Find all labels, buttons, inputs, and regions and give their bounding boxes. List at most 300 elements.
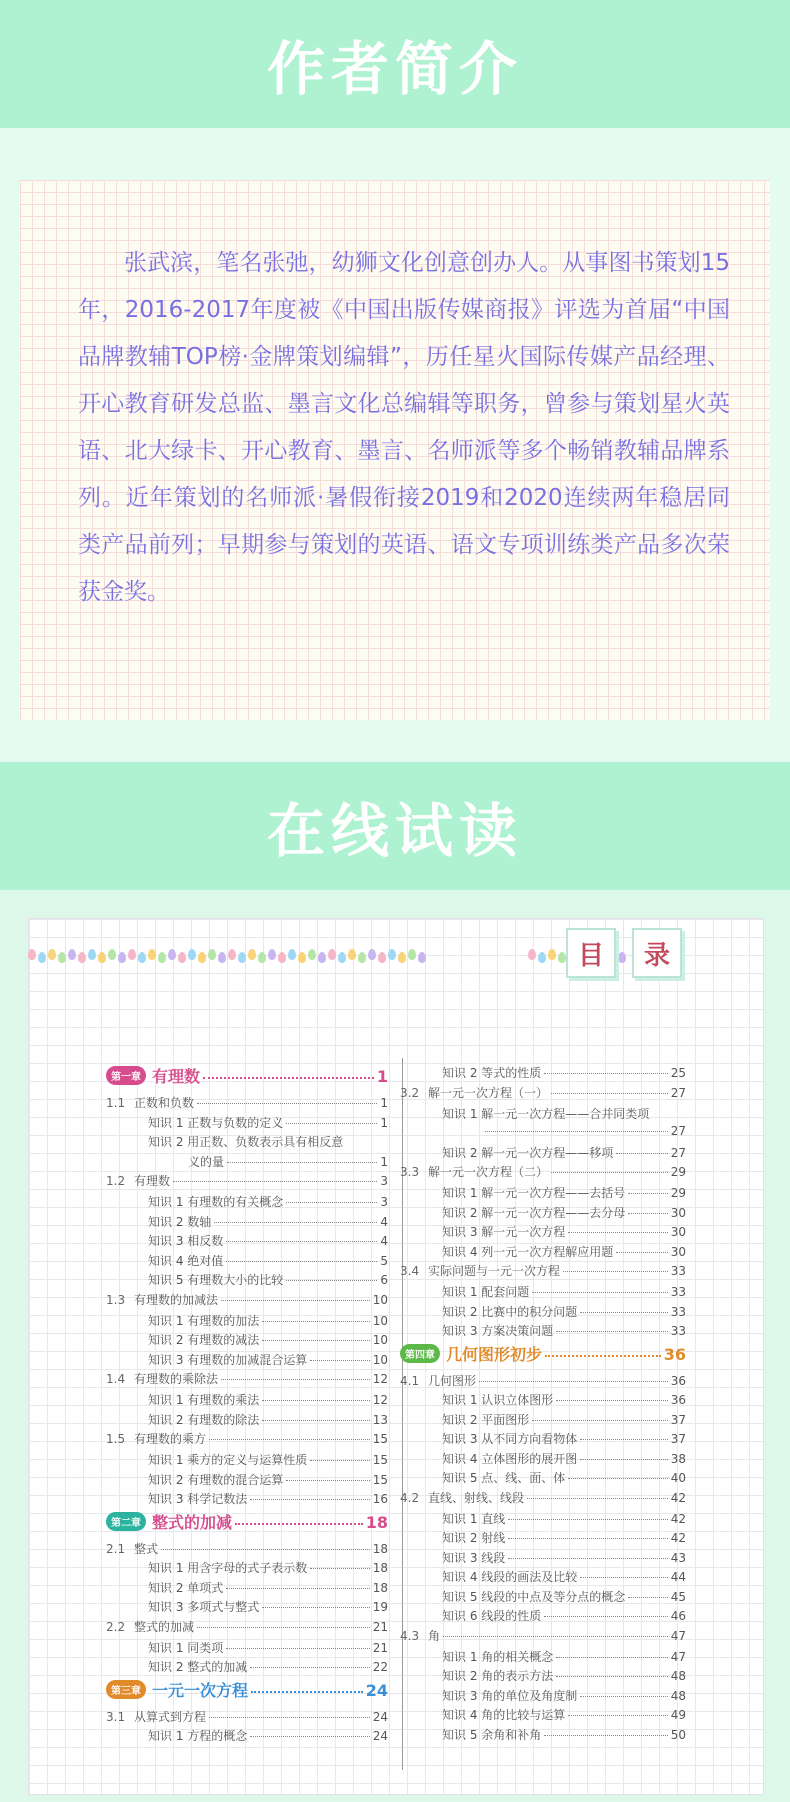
toc-section[interactable]	[400, 1372, 686, 1390]
toc-page-number: 38	[670, 1451, 686, 1466]
toc-title: 整式的加减	[134, 1619, 195, 1634]
toc-item[interactable]	[442, 1469, 686, 1487]
toc-page-number: 42	[670, 1490, 686, 1505]
toc-page-number: 49	[670, 1708, 686, 1722]
toc-item[interactable]	[148, 1727, 388, 1745]
chapter-badge: 第三章	[106, 1680, 146, 1699]
toc-page-number: 33	[670, 1304, 686, 1319]
drop-icon	[318, 952, 326, 963]
toc-title: 整式	[134, 1541, 159, 1556]
toc-chapter[interactable]	[106, 1064, 388, 1088]
leader-dots	[580, 1696, 667, 1697]
toc-title: 正数和负数	[134, 1096, 195, 1110]
toc-item[interactable]	[148, 1133, 388, 1151]
leader-dots	[616, 1153, 667, 1154]
toc-title: 有理数	[134, 1174, 171, 1188]
toc-page-number: 12	[372, 1372, 388, 1386]
leader-dots	[209, 1717, 370, 1718]
toc-title: 知识 2 单项式	[148, 1580, 224, 1595]
drop-icon	[348, 949, 356, 960]
drop-icon	[228, 949, 236, 960]
toc-title: 知识 2 角的表示方法	[442, 1669, 554, 1683]
toc-page-number: 36	[670, 1373, 686, 1388]
toc-item[interactable]	[148, 1451, 388, 1469]
toc-section[interactable]	[400, 1084, 686, 1102]
toc-item[interactable]	[188, 1153, 388, 1171]
drop-icon	[158, 952, 166, 963]
toc-item[interactable]	[442, 1105, 686, 1123]
toc-item[interactable]	[442, 1607, 686, 1625]
toc-title: 有理数的乘除法	[134, 1372, 219, 1386]
toc-title: 知识 1 有理数的加法	[148, 1313, 260, 1328]
toc-section[interactable]	[106, 1540, 388, 1558]
toc-page-number: 10	[372, 1352, 388, 1367]
toc-page-number: 18	[372, 1580, 388, 1595]
toc-page-number: 1	[376, 1067, 388, 1086]
toc-item[interactable]	[442, 1529, 686, 1547]
toc-item[interactable]	[148, 1490, 388, 1508]
toc-page-number: 36	[663, 1344, 686, 1364]
toc-title: 知识 1 用含字母的式子表示数	[148, 1561, 308, 1575]
toc-title: 知识 1 有理数的乘法	[148, 1393, 260, 1407]
toc-page-number: 3	[380, 1195, 388, 1209]
toc-title: 解一元一次方程（二）	[428, 1165, 549, 1179]
toc-title: 知识 1 角的相关概念	[442, 1649, 554, 1664]
toc-title: 有理数的加减法	[134, 1292, 219, 1307]
toc-page-number: 40	[670, 1471, 686, 1485]
leader-dots	[227, 1162, 377, 1163]
toc-title: 知识 3 解一元一次方程	[442, 1225, 566, 1239]
toc-section[interactable]	[106, 1291, 388, 1309]
toc-title: 知识 3 相反数	[148, 1234, 224, 1248]
toc-section[interactable]	[106, 1094, 388, 1112]
toc-item[interactable]	[148, 1559, 388, 1577]
toc-item[interactable]	[148, 1351, 388, 1369]
drop-icon	[338, 952, 346, 963]
leader-dots	[250, 1499, 369, 1500]
drop-icon	[398, 952, 406, 963]
drop-icon	[108, 949, 116, 960]
toc-item[interactable]	[442, 1430, 686, 1448]
toc-title: 知识 1 配套问题	[442, 1285, 530, 1299]
toc-page-number: 21	[372, 1619, 388, 1634]
toc-title: 知识 2 有理数的减法	[148, 1333, 260, 1347]
toc-section[interactable]	[106, 1172, 388, 1190]
toc-page-number: 21	[372, 1640, 388, 1655]
toc-title: 知识 4 角的比较与运算	[442, 1708, 566, 1722]
toc-title: 知识 2 整式的加减	[148, 1660, 248, 1674]
drop-icon	[138, 952, 146, 963]
leader-dots	[556, 1657, 667, 1658]
toc-title: 知识 1 解一元一次方程——合并同类项	[442, 1106, 650, 1121]
leader-dots	[197, 1103, 377, 1104]
leader-dots	[527, 1498, 668, 1499]
toc-section[interactable]	[400, 1262, 686, 1280]
toc-page-number: 47	[670, 1628, 686, 1643]
mulu-box-1	[566, 928, 616, 978]
toc-title: 知识 1 方程的概念	[148, 1729, 248, 1743]
toc-title: 实际问题与一元一次方程	[428, 1264, 561, 1278]
toc-page-number: 42	[670, 1511, 686, 1526]
toc-title: 知识 2 比赛中的积分问题	[442, 1304, 578, 1319]
toc-item[interactable]	[148, 1411, 388, 1429]
leader-dots	[214, 1222, 377, 1223]
leader-dots	[568, 1478, 667, 1479]
toc-page-number: 46	[670, 1609, 686, 1623]
toc-title: 知识 2 解一元一次方程——移项	[442, 1145, 614, 1160]
drop-icon	[178, 952, 186, 963]
toc-item[interactable]	[442, 1510, 686, 1528]
toc-title: 知识 1 正数与负数的定义	[148, 1115, 284, 1130]
drop-icon	[38, 952, 46, 963]
leader-dots	[551, 1093, 668, 1094]
toc-item[interactable]	[442, 1726, 686, 1744]
drop-icon	[168, 949, 176, 960]
drop-icon	[208, 949, 216, 960]
toc-section[interactable]	[400, 1163, 686, 1181]
toc-page-number: 5	[380, 1253, 388, 1268]
leader-dots	[209, 1439, 370, 1440]
toc-item[interactable]	[148, 1598, 388, 1616]
toc-title: 知识 6 线段的性质	[442, 1609, 542, 1623]
author-intro-title: 作者简介	[266, 35, 523, 103]
toc-page-number: 33	[670, 1264, 686, 1278]
author-intro-banner	[0, 0, 790, 128]
leader-dots	[262, 1420, 369, 1421]
leader-dots	[226, 1648, 369, 1649]
toc-title: 知识 2 有理数的除法	[148, 1412, 260, 1427]
toc-item[interactable]	[442, 1322, 686, 1340]
toc-title: 有理数的乘方	[134, 1432, 207, 1446]
drop-icon	[328, 949, 336, 960]
toc-item[interactable]	[482, 1124, 686, 1142]
toc-page-number: 13	[372, 1412, 388, 1427]
leader-dots	[250, 1736, 369, 1737]
toc-item[interactable]	[442, 1064, 686, 1082]
toc-item[interactable]	[442, 1391, 686, 1409]
section-number: 2.1	[106, 1541, 126, 1556]
toc-title: 知识 3 有理数的加减混合运算	[148, 1352, 308, 1367]
section-number: 3.2	[400, 1085, 420, 1100]
leader-dots	[262, 1400, 369, 1401]
toc-title: 一元一次方程	[152, 1680, 249, 1700]
leader-dots	[508, 1558, 667, 1559]
leader-dots	[532, 1420, 667, 1421]
drop-icon	[58, 952, 66, 963]
leader-dots	[556, 1676, 667, 1677]
chapter-badge: 第二章	[106, 1512, 146, 1531]
leader-dots	[203, 1077, 374, 1079]
toc-section[interactable]	[106, 1430, 388, 1448]
toc-title: 知识 5 点、线、面、体	[442, 1471, 566, 1485]
drop-icon	[198, 952, 206, 963]
toc-page-number: 24	[372, 1729, 388, 1743]
section-number: 1.3	[106, 1292, 126, 1307]
toc-section[interactable]	[106, 1708, 388, 1726]
toc-title: 知识 4 绝对值	[148, 1253, 224, 1268]
toc-title: 解一元一次方程（一）	[428, 1085, 549, 1100]
drop-icon	[78, 952, 86, 963]
drop-icon	[28, 949, 36, 960]
toc-page-number: 1	[380, 1096, 388, 1110]
toc-item[interactable]	[442, 1243, 686, 1261]
leader-dots	[479, 1381, 668, 1382]
toc-item[interactable]	[442, 1303, 686, 1321]
leader-dots	[568, 1232, 667, 1233]
section-number: 1.1	[106, 1096, 126, 1110]
drop-icon	[358, 952, 366, 963]
drop-icon	[258, 952, 266, 963]
drop-icon	[48, 949, 56, 960]
leader-dots	[310, 1568, 369, 1569]
toc-page-number: 15	[372, 1472, 388, 1487]
toc-page-number: 36	[670, 1393, 686, 1407]
drop-icon	[248, 949, 256, 960]
drop-icon	[268, 949, 276, 960]
leader-dots	[173, 1181, 377, 1182]
leader-dots	[580, 1459, 667, 1460]
toc-title: 知识 3 科学记数法	[148, 1492, 248, 1506]
toc-title: 知识 2 等式的性质	[442, 1066, 542, 1080]
toc-item[interactable]	[442, 1706, 686, 1724]
toc-item[interactable]	[148, 1312, 388, 1330]
toc-page-number: 25	[670, 1066, 686, 1080]
toc-title: 知识 2 数轴	[148, 1214, 212, 1229]
toc-page-number: 29	[670, 1186, 686, 1200]
toc-page-number: 18	[365, 1512, 388, 1532]
drop-icon	[388, 949, 396, 960]
drop-icon	[118, 952, 126, 963]
toc-title: 知识 1 认识立体图形	[442, 1393, 554, 1407]
toc-title: 整式的加减	[152, 1512, 233, 1532]
leader-dots	[443, 1636, 668, 1637]
leader-dots	[262, 1321, 369, 1322]
toc-item[interactable]	[148, 1271, 388, 1289]
section-number: 4.3	[400, 1628, 420, 1643]
toc-item[interactable]	[442, 1568, 686, 1586]
toc-page-number: 16	[372, 1492, 388, 1506]
toc-title: 直线、射线、线段	[428, 1490, 525, 1505]
toc-page-number: 1	[380, 1154, 388, 1169]
leader-dots	[628, 1213, 667, 1214]
toc-title: 知识 3 从不同方向看物体	[442, 1432, 578, 1446]
toc-title: 知识 2 平面图形	[442, 1412, 530, 1427]
toc-section[interactable]	[400, 1627, 686, 1645]
leader-dots	[310, 1460, 369, 1461]
leader-dots	[556, 1331, 667, 1332]
toc-page-number: 37	[670, 1412, 686, 1427]
toc-page-number: 10	[372, 1292, 388, 1307]
toc-item[interactable]	[148, 1114, 388, 1132]
leader-dots	[262, 1607, 369, 1608]
toc-title: 几何图形初步	[446, 1344, 543, 1364]
leader-dots	[616, 1252, 667, 1253]
toc-page-number: 6	[380, 1273, 388, 1287]
toc-item[interactable]	[442, 1588, 686, 1606]
leader-dots	[628, 1597, 667, 1598]
toc-item[interactable]	[442, 1283, 686, 1301]
toc-page-number: 37	[670, 1432, 686, 1446]
toc-title: 几何图形	[428, 1373, 477, 1388]
toc-item[interactable]	[442, 1648, 686, 1666]
drop-icon	[128, 949, 136, 960]
toc-page-number: 48	[670, 1688, 686, 1703]
toc-page-number: 10	[372, 1313, 388, 1328]
toc-chapter[interactable]	[400, 1342, 686, 1366]
leader-dots	[286, 1280, 377, 1281]
leader-dots	[580, 1439, 667, 1440]
toc-item[interactable]	[148, 1639, 388, 1657]
toc-item[interactable]	[442, 1411, 686, 1429]
toc-item[interactable]	[442, 1450, 686, 1468]
section-number: 4.2	[400, 1490, 420, 1505]
leader-dots	[310, 1360, 369, 1361]
section-number: 1.2	[106, 1174, 126, 1188]
leader-dots	[286, 1202, 377, 1203]
toc-page-number: 18	[372, 1561, 388, 1575]
toc-item[interactable]	[148, 1252, 388, 1270]
toc-page-number: 27	[670, 1145, 686, 1160]
section-number: 3.4	[400, 1264, 420, 1278]
toc-page-number: 30	[670, 1225, 686, 1239]
toc-title: 从算式到方程	[134, 1709, 207, 1724]
drop-icon	[288, 949, 296, 960]
drop-icon	[298, 952, 306, 963]
toc-item[interactable]	[148, 1213, 388, 1231]
toc-page-number: 45	[670, 1589, 686, 1604]
drop-icon	[218, 952, 226, 963]
drop-icon	[528, 949, 536, 960]
section-number: 4.1	[400, 1373, 420, 1388]
toc-page-number: 33	[670, 1285, 686, 1299]
toc-page-number: 15	[372, 1453, 388, 1467]
mulu-char-1: 目	[577, 940, 604, 971]
toc-title: 知识 4 线段的画法及比较	[442, 1570, 578, 1584]
toc-item[interactable]	[442, 1549, 686, 1567]
leader-dots	[628, 1193, 667, 1194]
toc-page-number: 3	[380, 1174, 388, 1188]
bio-text: 张武滨，笔名张弛，幼狮文化创意创办人。从事图书策划15年，2016-2017年度被《中国出版传媒商报》评选为首届“中国品牌教辅TOP榜·金牌策划编辑”，历任星火国际传媒产品经理、开心教育研发总监、墨言文化总编辑等职务，曾参与策划星火英语、北大绿卡、开心教育、墨言、名师派等多个畅销教辅品牌系列。近年策划的名师派·暑假衔接2019和2020连续两年稳居同类产品前列；早期参与策划的英语、语文专项训练类产品多次荣获金奖。	[78, 250, 730, 605]
toc-section[interactable]	[106, 1370, 388, 1388]
leader-dots	[250, 1667, 369, 1668]
chapter-badge: 第一章	[106, 1066, 146, 1085]
toc-item[interactable]	[442, 1204, 686, 1222]
toc-title: 知识 2 解一元一次方程——去分母	[442, 1205, 626, 1220]
toc-title: 知识 5 有理数大小的比较	[148, 1273, 284, 1287]
toc-title: 知识 2 用正数、负数表示具有相反意	[148, 1135, 344, 1149]
toc-title: 知识 4 列一元一次方程解应用题	[442, 1244, 614, 1259]
toc-page-number: 1	[380, 1115, 388, 1130]
drop-icon	[88, 949, 96, 960]
leader-dots	[286, 1123, 377, 1124]
section-number: 3.3	[400, 1165, 420, 1179]
drop-icon	[408, 949, 416, 960]
leader-dots	[251, 1691, 363, 1693]
drop-icon	[378, 952, 386, 963]
toc-page-number: 42	[670, 1531, 686, 1545]
leader-dots	[544, 1073, 667, 1074]
toc-item[interactable]	[148, 1331, 388, 1349]
leader-dots	[221, 1379, 370, 1380]
toc-page-number: 29	[670, 1165, 686, 1179]
toc-title: 义的量	[188, 1154, 225, 1169]
leader-dots	[161, 1549, 370, 1550]
toc-page-number: 15	[372, 1432, 388, 1446]
drop-icon	[148, 949, 156, 960]
toc-title: 知识 2 射线	[442, 1531, 506, 1545]
leader-dots	[544, 1616, 667, 1617]
drop-icon	[368, 949, 376, 960]
drop-icon	[548, 949, 556, 960]
leader-dots	[580, 1312, 667, 1313]
toc-title: 知识 3 多项式与整式	[148, 1600, 260, 1614]
drop-icon	[68, 949, 76, 960]
leader-dots	[286, 1480, 369, 1481]
leader-dots	[568, 1715, 667, 1716]
drop-icon	[188, 949, 196, 960]
toc-title: 知识 3 方案决策问题	[442, 1324, 554, 1338]
toc-page-number: 4	[380, 1214, 388, 1229]
leader-dots	[508, 1519, 667, 1520]
toc-item[interactable]	[442, 1687, 686, 1705]
toc-item[interactable]	[148, 1232, 388, 1250]
drop-icon	[238, 952, 246, 963]
drop-icon	[308, 949, 316, 960]
leader-dots	[262, 1340, 369, 1341]
leader-dots	[544, 1735, 667, 1736]
toc-item[interactable]	[442, 1667, 686, 1685]
toc-page-number: 48	[670, 1669, 686, 1683]
toc-title: 知识 1 直线	[442, 1511, 506, 1526]
toc-item[interactable]	[442, 1184, 686, 1202]
section-number: 1.4	[106, 1372, 126, 1386]
toc-page-number: 12	[372, 1393, 388, 1407]
toc-item[interactable]	[442, 1223, 686, 1241]
toc-title: 知识 1 有理数的有关概念	[148, 1195, 284, 1209]
toc-title: 知识 3 线段	[442, 1550, 506, 1565]
toc-item[interactable]	[148, 1193, 388, 1211]
toc-title: 有理数	[152, 1067, 201, 1086]
toc-title: 知识 4 立体图形的展开图	[442, 1451, 578, 1466]
chapter-badge: 第四章	[400, 1344, 440, 1363]
toc-title: 知识 5 余角和补角	[442, 1727, 542, 1742]
drop-icon	[98, 952, 106, 963]
leader-dots	[226, 1588, 369, 1589]
online-preview-banner	[0, 762, 790, 890]
toc-section[interactable]	[400, 1489, 686, 1507]
leader-dots	[235, 1523, 363, 1525]
toc-item[interactable]	[442, 1144, 686, 1162]
toc-item[interactable]	[148, 1579, 388, 1597]
toc-title: 知识 2 有理数的混合运算	[148, 1472, 284, 1487]
leader-dots	[226, 1241, 377, 1242]
leader-dots	[197, 1627, 370, 1628]
leader-dots	[556, 1400, 667, 1401]
toc-chapter[interactable]	[106, 1678, 388, 1702]
toc-title: 知识 1 乘方的定义与运算性质	[148, 1453, 308, 1467]
toc-page-number: 27	[670, 1124, 686, 1138]
toc-page-number: 47	[670, 1649, 686, 1664]
section-number: 1.5	[106, 1432, 126, 1446]
toc-page-number: 4	[380, 1234, 388, 1248]
toc-item[interactable]	[148, 1471, 388, 1489]
toc-chapter[interactable]	[106, 1510, 388, 1534]
toc-section[interactable]	[106, 1618, 388, 1636]
toc-item[interactable]	[148, 1658, 388, 1676]
toc-item[interactable]	[148, 1391, 388, 1409]
leader-dots	[551, 1172, 668, 1173]
toc-page-number: 19	[372, 1600, 388, 1614]
